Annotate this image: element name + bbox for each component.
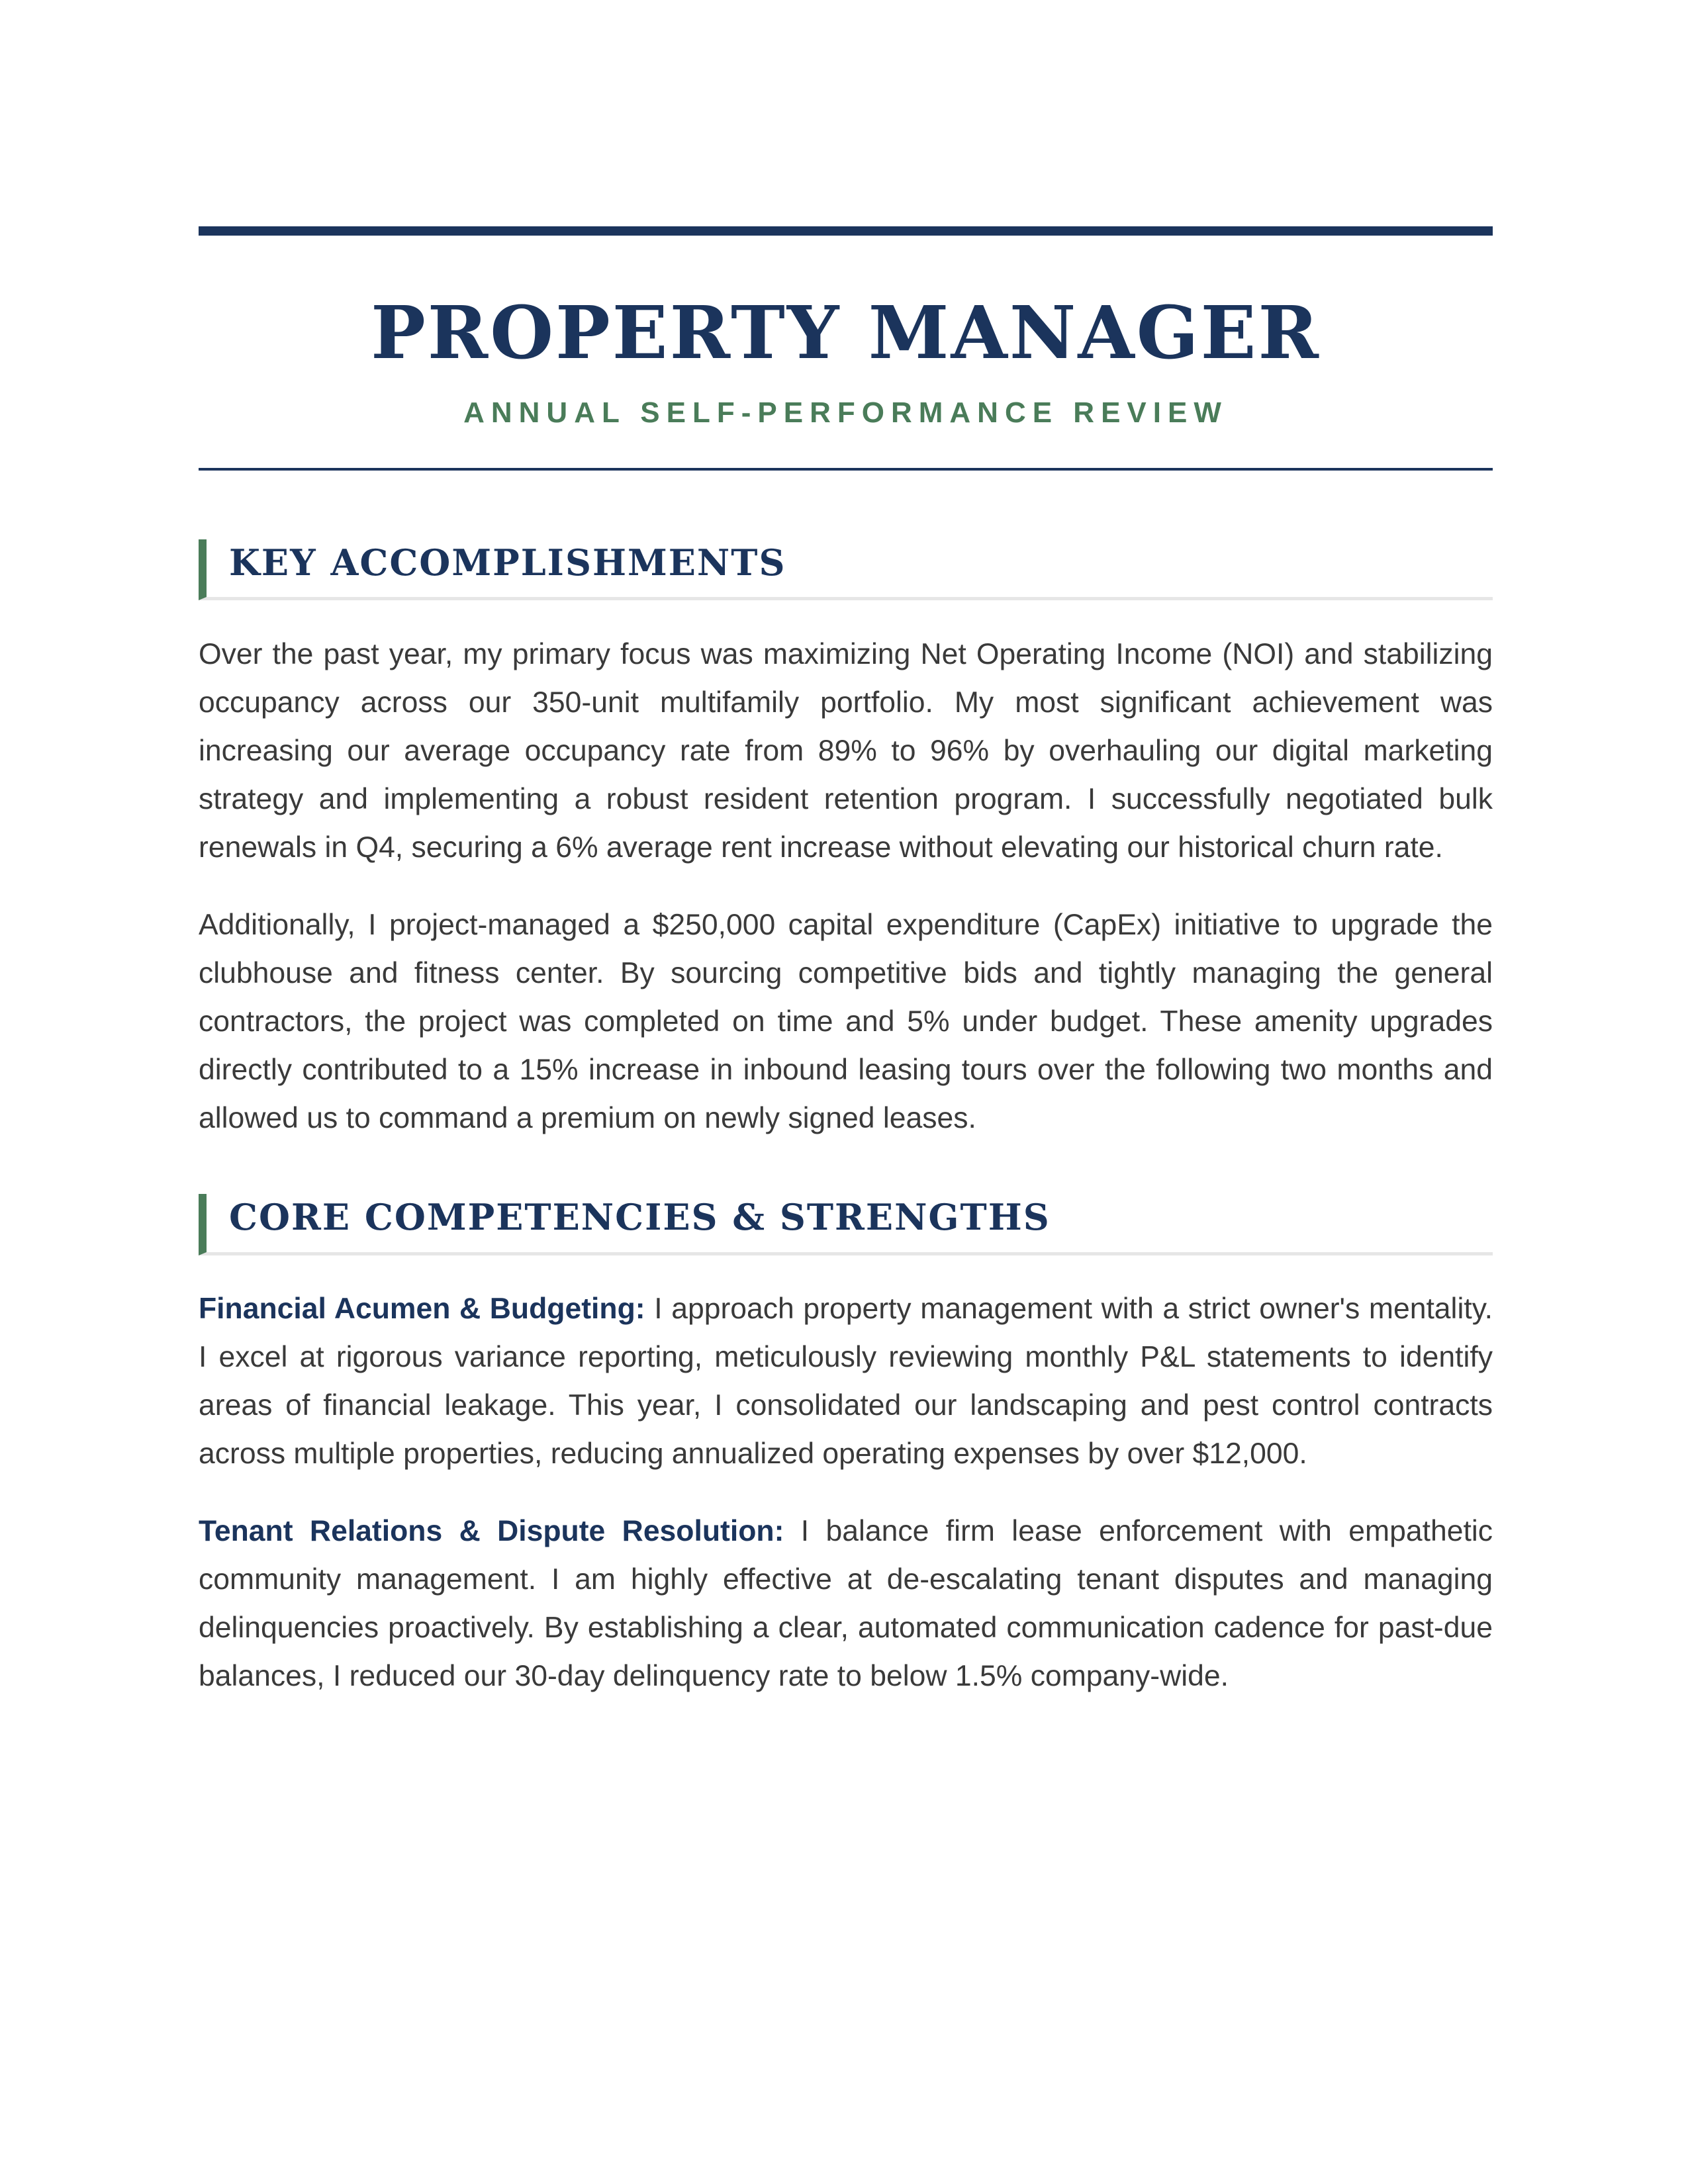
section-key-accomplishments <box>199 539 1493 1142</box>
competency-label: Financial Acumen & Budgeting: <box>199 1293 645 1326</box>
competency-text: I balance firm lease enforcement with empathetic community management. I am highly effective at de-escalating tenant disputes and managing delinquencies proactively. By establishing a clear, automated communication cadence for past-due balances, I reduced our 30-day delinquency rate to below 1.5% company-wide. <box>199 1515 1493 1693</box>
paragraph: Additionally, I project-managed a $250,000 capital expenditure (CapEx) initiative to upgrade the clubhouse and fitness center. By sourcing competitive bids and tightly managing the general contractors, the project was completed on time and 5% under budget. These amenity upgrades directly contributed to a 15% increase in inbound leasing tours over the following two months and allowed us to command a premium on newly signed leases. <box>199 909 1493 1135</box>
section-heading: CORE COMPETENCIES & STRENGTHS <box>199 1194 1493 1255</box>
section-heading: KEY ACCOMPLISHMENTS <box>199 539 1493 600</box>
header-divider <box>199 468 1493 471</box>
document-subtitle: ANNUAL SELF-PERFORMANCE REVIEW <box>463 396 1228 429</box>
paragraph: Over the past year, my primary focus was maximizing Net Operating Income (NOI) and stabilizing occupancy across our 350-unit multifamily portfolio. My most significant achievement was increasing our average occupancy rate from 89% to 96% by overhauling our digital marketing strategy and implementing a robust resident retention program. I successfully negotiated bulk renewals in Q4, securing a 6% average rent increase without elevating our historical churn rate. <box>199 638 1493 864</box>
competency-label: Tenant Relations & Dispute Resolution: <box>199 1515 784 1548</box>
review-document <box>199 226 1493 1700</box>
top-accent-rule <box>199 226 1493 236</box>
competency-paragraph <box>199 1507 1493 1700</box>
document-title: PROPERTY MANAGER <box>371 290 1321 375</box>
competency-paragraph <box>199 1285 1493 1478</box>
competency-text: I approach property management with a strict owner's mentality. I excel at rigorous variance reporting, meticulously reviewing monthly P&L statements to identify areas of financial leakage. This year, I consolidated our landscaping and pest control contracts across multiple properties, reducing annualized operating expenses by over $12,000. <box>199 1293 1493 1471</box>
section-core-competencies <box>199 1194 1493 1700</box>
